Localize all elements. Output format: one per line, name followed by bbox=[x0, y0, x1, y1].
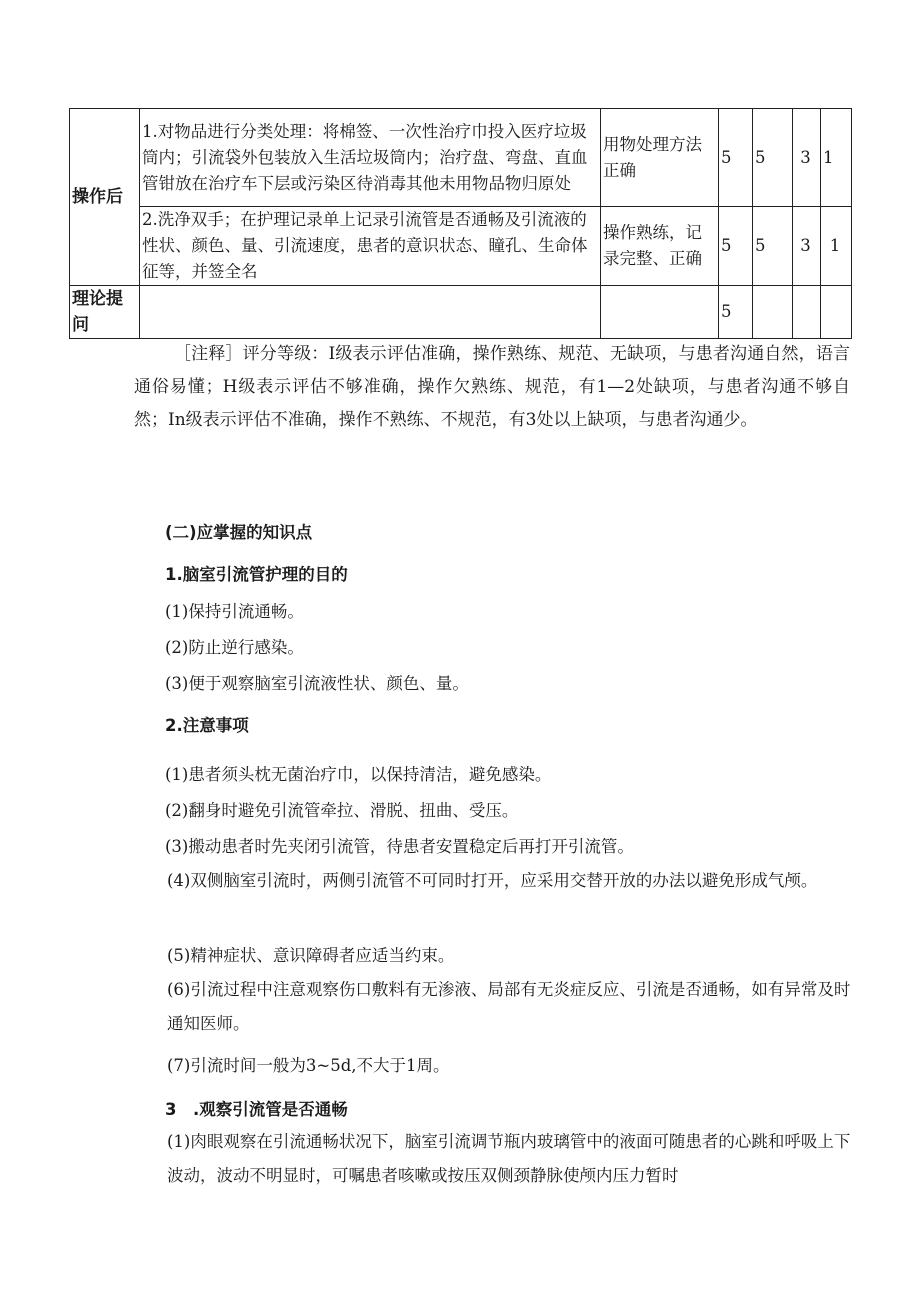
empty-cell bbox=[601, 286, 719, 339]
list-item: (2)翻身时避免引流管牵拉、滑脱、扭曲、受压。 bbox=[165, 801, 519, 820]
score-cell: 5 bbox=[719, 286, 753, 339]
section-title: (二)应掌握的知识点 bbox=[165, 523, 313, 542]
score-cell: 3 bbox=[793, 109, 821, 207]
table-row bbox=[70, 109, 852, 207]
grading-table bbox=[69, 108, 852, 339]
row-text: 1.对物品进行分类处理：将棉签、一次性治疗巾投入医疗垃圾筒内；引流袋外包装放入生活垃圾筒内；治疗盘、弯盘、直血管钳放在治疗车下层或污染区待消毒其他未用物品物归原处 bbox=[140, 109, 601, 207]
list-item: (1)保持引流通畅。 bbox=[165, 602, 304, 621]
score-cell: 5 bbox=[719, 109, 753, 207]
section-label: 操作后 bbox=[70, 109, 140, 286]
score-cell: 5 bbox=[719, 207, 753, 286]
score-cell: 5 bbox=[753, 109, 793, 207]
empty-cell bbox=[793, 286, 821, 339]
empty-cell bbox=[821, 286, 852, 339]
table-row bbox=[70, 207, 852, 286]
subsection-title: 1.脑室引流管护理的目的 bbox=[165, 565, 348, 584]
score-cell: 5 bbox=[753, 207, 793, 286]
list-item: (1)患者须头枕无菌治疗巾，以保持清洁，避免感染。 bbox=[165, 765, 552, 784]
score-cell: 1 bbox=[821, 207, 852, 286]
subsection-title: 3 .观察引流管是否通畅 bbox=[165, 1100, 348, 1119]
row-standard: 用物处理方法正确 bbox=[601, 109, 719, 207]
subsection-title: 2.注意事项 bbox=[165, 716, 249, 735]
table-row bbox=[70, 286, 852, 339]
empty-cell bbox=[753, 286, 793, 339]
theory-label: 理论提问 bbox=[70, 286, 140, 339]
empty-cell bbox=[140, 286, 601, 339]
list-item: (7)引流时间一般为3~5d,不大于1周。 bbox=[167, 1056, 450, 1075]
list-item: (2)防止逆行感染。 bbox=[165, 638, 304, 657]
list-item: (6)引流过程中注意观察伤口敷料有无渗液、局部有无炎症反应、引流是否通畅，如有异常及时通知医师。 bbox=[167, 980, 851, 1033]
list-item: (3)便于观察脑室引流液性状、颜色、量。 bbox=[165, 674, 469, 693]
list-item: (3)搬动患者时先夹闭引流管，待患者安置稳定后再打开引流管。 bbox=[165, 837, 634, 856]
list-item: (5)精神症状、意识障碍者应适当约束。 bbox=[167, 946, 455, 965]
list-item: (1)肉眼观察在引流通畅状况下，脑室引流调节瓶内玻璃管中的液面可随患者的心跳和呼吸上下波动，波动不明显时，可嘱患者咳嗽或按压双侧颈静脉使颅内压力暂时 bbox=[167, 1132, 851, 1185]
row-standard: 操作熟练，记录完整、正确 bbox=[601, 207, 719, 286]
list-item: (4)双侧脑室引流时，两侧引流管不可同时打开，应采用交替开放的办法以避免形成气颅。 bbox=[167, 871, 818, 890]
annotation-note: ［注释］评分等级：I级表示评估准确，操作熟练、规范、无缺项，与患者沟通自然，语言通俗易懂；H级表示评估不够准确，操作欠熟练、规范，有1—2处缺项，与患者沟通不够自然；In级表示评估不准确，操作不熟练、不规范，有3处以上缺项，与患者沟通少。 bbox=[134, 344, 850, 430]
score-cell: 1 bbox=[821, 109, 852, 207]
row-text: 2.洗净双手；在护理记录单上记录引流管是否通畅及引流液的性状、颜色、量、引流速度，患者的意识状态、瞳孔、生命体征等，并签全名 bbox=[140, 207, 601, 286]
score-cell: 3 bbox=[793, 207, 821, 286]
